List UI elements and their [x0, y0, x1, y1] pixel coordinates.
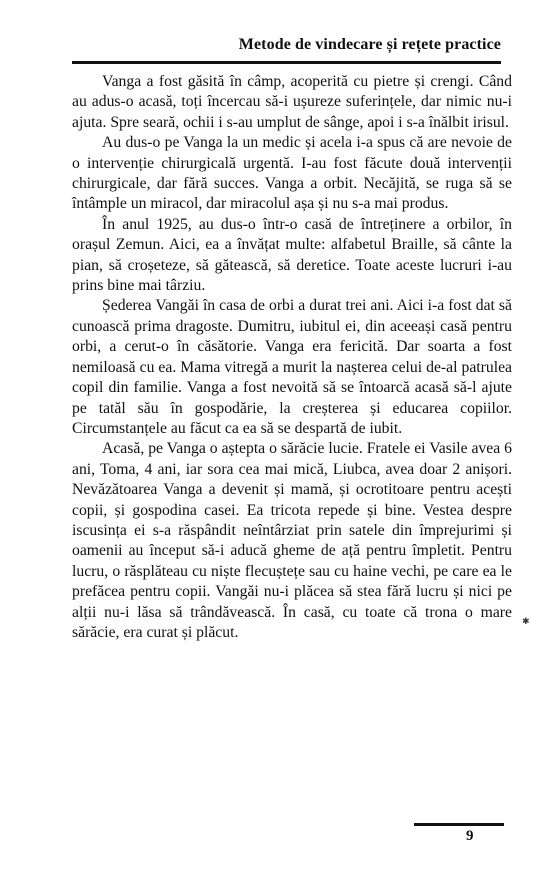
- footer-rule: [414, 823, 504, 826]
- paragraph-4: Șederea Vangăi în casa de orbi a durat trei ani. Aici i-a fost dat să cunoască prima dragoste. Dumitru, iubitul ei, din aceeași casă pentru orbi, a cerut-o în căsătorie. Vanga era fericită. Dar soarta a fost nemiloasă cu ea. Mama vitregă a murit la nașterea celui de-al patrulea copil din familie. Vanga a fost nevoită să se întoarcă acasă să-l ajute pe tatăl său în gospodărie, la creșterea și educarea copiilor. Circumstanțele au făcut ca ea să se despartă de iubit.: [72, 297, 512, 437]
- page-number: 9: [466, 828, 474, 844]
- paragraph-1: Vanga a fost găsită în câmp, acoperită cu pietre și crengi. Când au adus-o acasă, toți încercau să-i ușureze suferințele, dar nimic nu-i ajuta. Spre seară, ochii i s-au umplut de sânge, apoi i s-a înălbit irisul.: [72, 73, 512, 131]
- margin-mark: ✱: [522, 616, 530, 626]
- running-header: Metode de vindecare și rețete practice: [238, 36, 501, 53]
- body-text: [72, 72, 512, 643]
- paragraph-2: Au dus-o pe Vanga la un medic și acela i-a spus că are nevoie de o intervenție chirurgicală urgentă. I-au fost făcute două intervenții chirurgicale, dar fără succes. Vanga a orbit. Necăjită, se ruga să se întâmple un miracol, dar miracolul așa și nu s-a mai produs.: [72, 134, 512, 213]
- paragraph-5: Acasă, pe Vanga o aștepta o sărăcie lucie. Fratele ei Vasile avea 6 ani, Toma, 4 ani, iar sora cea mai mică, Liubca, avea doar 2 anișori. Nevăzătoarea Vanga a devenit și mamă, și ocrotitoare pentru acești copii, și gospodina casei. Ea tricota repede și bine. Vestea despre iscusința ei s-a răspândit neîntârziat prin satele din împrejurimi și oamenii au început să-i aducă gheme de ață pentru împletit. Pentru lucru, o răsplăteau cu niște flecuștețe sau cu haine vechi, pe care ea le prefăcea pentru copii. Vangăi nu-i plăcea să stea fără lucru și nici pe alții nu-i lăsa să trândăvească. În casă, cu toate că trona o mare sărăcie, era curat și plăcut.: [72, 440, 512, 641]
- header-rule: [72, 61, 501, 64]
- paragraph-3: În anul 1925, au dus-o într-o casă de întreținere a orbilor, în orașul Zemun. Aici, ea a învățat multe: alfabetul Braille, să cânte la pian, să croșeteze, să gătească, să deretice. Toate aceste lucruri i-au prins bine mai târziu.: [72, 215, 512, 295]
